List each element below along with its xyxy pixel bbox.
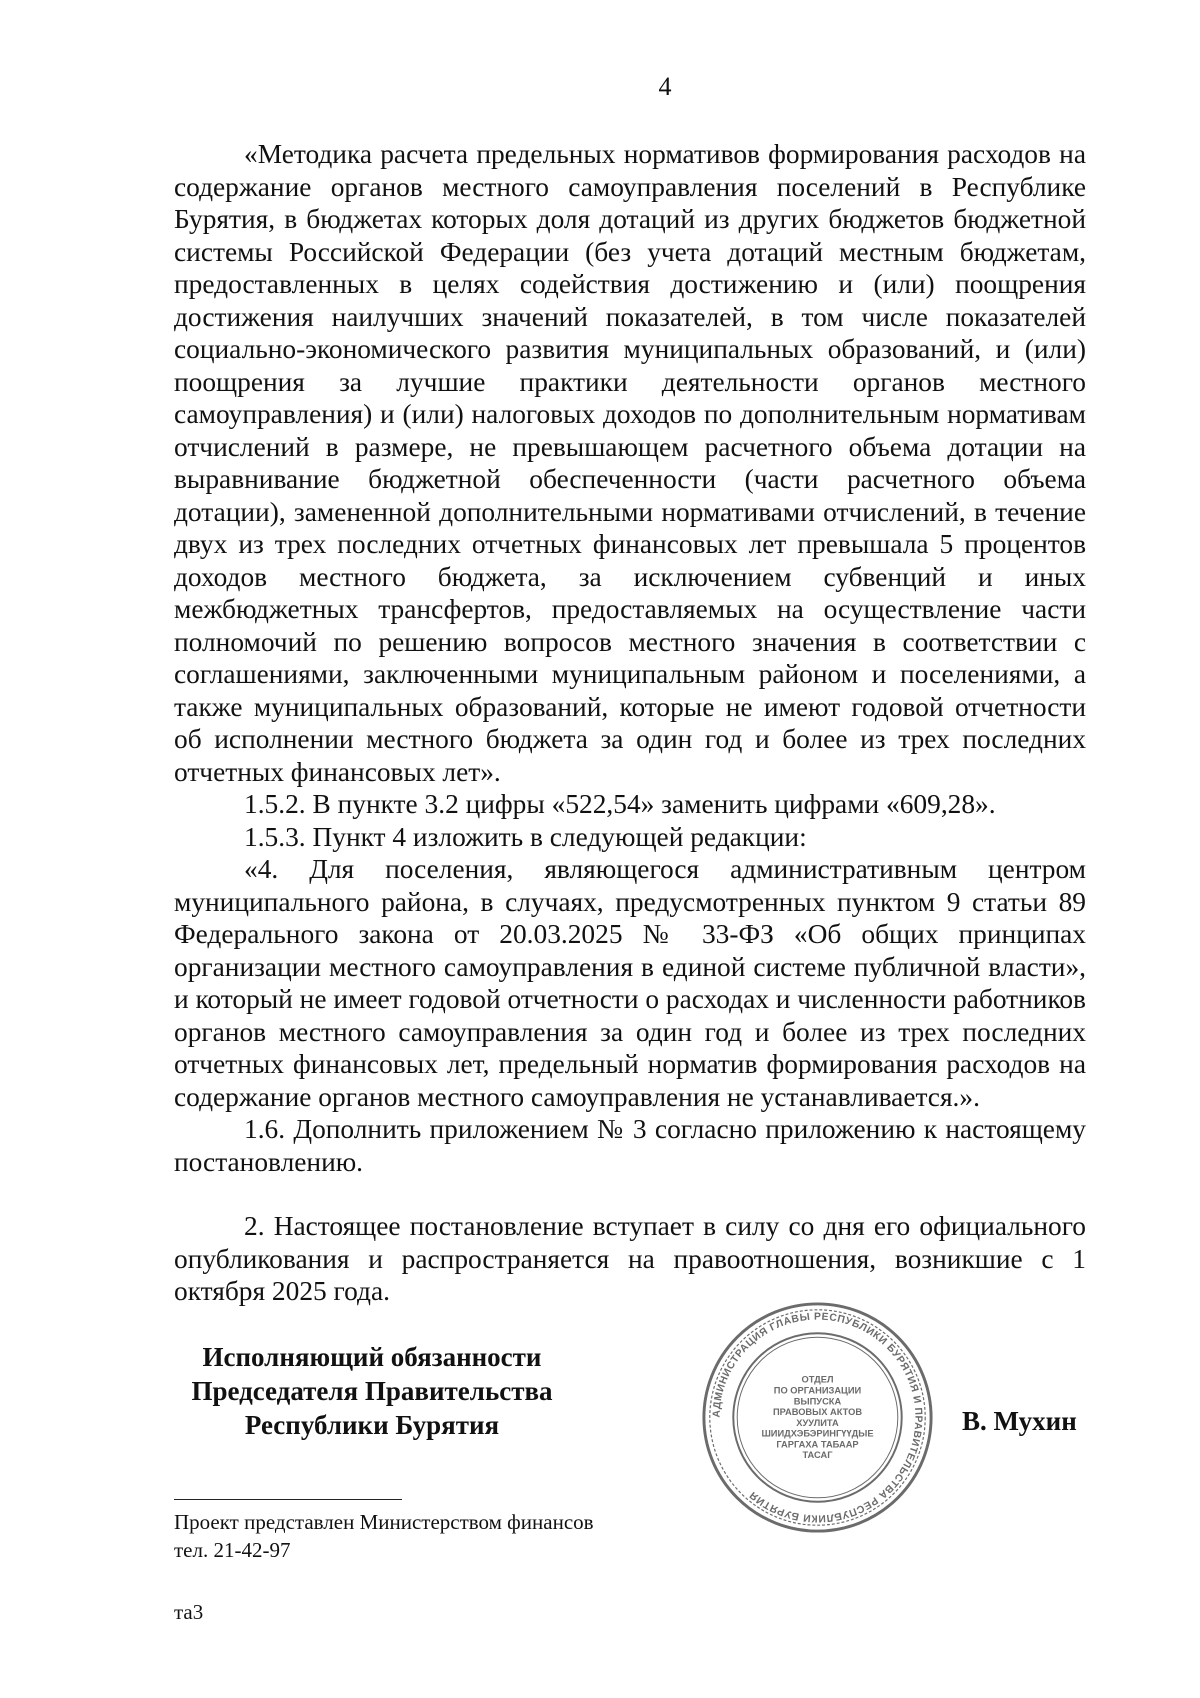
paragraph-methodology: «Методика расчета предельных нормативов формирования расходов на содержание органов местного самоуправления поселений в Республике Бурятия, в бюджетах которых доля дотаций из других бюджетов бюджетной системы Российской Федерации (без учета дотаций местным бюджетам, предоставленных в целях содействия достижению и (или) поощрения достижения наилучших значений показателей, в том числе показателей социально-экономического развития муниципальных образований, и (или) поощрения за лучшие практики деятельности органов местного самоуправления) и (или) налоговых доходов по дополнительным нормативам отчислений в размере, не превышающем расчетного объема дотации на выравнивание бюджетной обеспеченности (части расчетного объема дотации), замененной дополнительными нормативами отчислений, в течение двух из трех последних отчетных финансовых лет превышала 5 процентов доходов местного бюджета, за исключением субвенций и иных межбюджетных трансфертов, предоставляемых на осуществление части полномочий по решению вопросов местного значения в соответствии с соглашениями, заключенными муниципальным районом и поселениями, а также муниципальных образований, которые не имеют годовой отчетности об исполнении местного бюджета за один год и более из трех последних отчетных финансовых лет». [174,139,1086,787]
official-seal-stamp [700,1300,935,1535]
seal-outer-text: АДМИНИСТРАЦИЯ ГЛАВЫ РЕСПУБЛИКИ БУРЯТИЯ И ПРАВИТЕЛЬСТВА РЕСПУБЛИКИ БУРЯТИЯ [711,1311,924,1524]
paragraph-point-4: «4. Для поселения, являющегося административным центром муниципального района, в случаях, предусмотренных пунктом 9 статьи 89 Федерального закона от 20.03.2025 № 33-ФЗ «Об общих принципах организации местного самоуправления в единой системе публичной власти», и который не имеет годовой отчетности о расходах и численности работников органов местного самоуправления за один год и более из трех последних отчетных финансовых лет, предельный норматив формирования расходов на содержание органов местного самоуправления не устанавливается.». [174,854,1086,1112]
footnote-submitted-by: Проект представлен Министерством финансов [174,1510,594,1534]
page-number: 4 [658,72,672,101]
seal-inner-line: ТАСАГ [802,1450,833,1461]
document-body [174,138,1086,1308]
seal-inner-line: ПРАВОВЫХ АКТОВ [772,1407,863,1418]
seal-inner-line: ВЫПУСКА [793,1396,842,1407]
paragraph-2-effective-date: 2. Настоящее постановление вступает в силу со дня его официального опубликования и распространяется на правоотношения, возникшие с 1 октября 2025 года. [174,1211,1086,1306]
signatory-title-line: Исполняющий обязанности [202,1342,542,1372]
paragraph-1-6: 1.6. Дополнить приложением № 3 согласно приложению к настоящему постановлению. [174,1114,1086,1177]
signer-name: В. Мухин [962,1406,1077,1436]
signatory-title-line: Республики Бурятия [244,1410,500,1440]
seal-inner-line: ШИИДХЭБЭРИНГҮҮДЫЕ [761,1428,874,1439]
seal-inner-line: ОТДЕЛ [801,1374,834,1385]
footnote-divider [174,1499,402,1500]
document-code: та3 [174,1600,204,1624]
seal-inner-line: ПО ОРГАНИЗАЦИИ [773,1385,862,1396]
footnote [174,1508,594,1564]
footnote-phone: тел. 21-42-97 [174,1538,291,1562]
signatory-title [172,1340,572,1442]
paragraph-1-5-2: 1.5.2. В пункте 3.2 цифры «522,54» заменить цифрами «609,28». [244,789,996,819]
paragraph-1-5-3: 1.5.3. Пункт 4 изложить в следующей редакции: [244,821,807,852]
seal-inner-line: ГАРГАХА ТАБААР [776,1439,859,1450]
seal-inner-line: ХУУЛИТА [796,1417,839,1428]
signatory-title-line: Председателя Правительства [191,1376,553,1406]
